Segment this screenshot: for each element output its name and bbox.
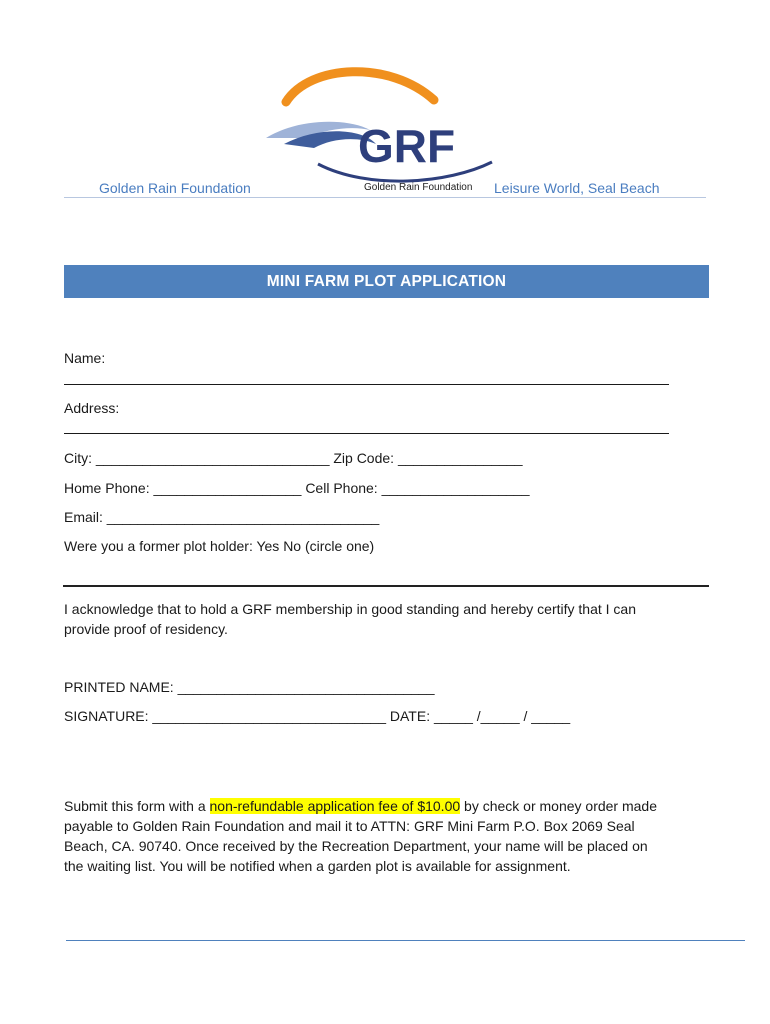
logo-subtitle: Golden Rain Foundation [364, 182, 473, 193]
header-left-text: Golden Rain Foundation [99, 180, 251, 196]
phone-field[interactable]: Home Phone: ___________________ Cell Phone: ___________________ [64, 480, 530, 496]
title-banner [64, 265, 709, 298]
email-field[interactable]: Email: ___________________________________ [64, 509, 380, 525]
instructions-line-2: payable to Golden Rain Foundation and mail it to ATTN: GRF Mini Farm P.O. Box 2069 Seal [64, 818, 635, 834]
grf-logo-graphic [258, 66, 498, 194]
fee-highlight: non-refundable application fee of $10.00 [209, 798, 461, 814]
address-field[interactable] [64, 433, 669, 434]
acknowledgement-line-2: provide proof of residency. [64, 621, 228, 637]
instructions-tail: by check or money order made [460, 798, 658, 814]
page-title: MINI FARM PLOT APPLICATION [266, 272, 507, 290]
logo-text: GRF [358, 120, 456, 172]
instructions-line-3: Beach, CA. 90740. Once received by the Recreation Department, your name will be placed on [64, 838, 648, 854]
instructions-line-1 [64, 796, 714, 816]
acknowledgement-text [64, 599, 714, 639]
name-label: Name: [64, 350, 106, 366]
grf-logo [258, 66, 498, 194]
section-divider [63, 585, 709, 587]
acknowledgement-line-1: I acknowledge that to hold a GRF membership in good standing and hereby certify that I can [64, 601, 636, 617]
instructions-lead: Submit this form with a [64, 798, 210, 814]
header-divider [64, 197, 706, 198]
footer-divider [66, 940, 745, 941]
instructions-line-4: the waiting list. You will be notified when a garden plot is available for assignment. [64, 858, 571, 874]
printed-name-field[interactable]: PRINTED NAME: _________________________________ [64, 679, 435, 695]
submission-instructions [64, 796, 714, 876]
signature-date-field[interactable]: SIGNATURE: ______________________________ DATE: _____ /_____ / _____ [64, 708, 571, 724]
header-right-text: Leisure World, Seal Beach [494, 180, 660, 196]
city-zip-field[interactable]: City: ______________________________ Zip Code: ________________ [64, 450, 523, 466]
name-field[interactable] [64, 384, 669, 385]
address-label: Address: [64, 400, 120, 416]
former-holder-question[interactable]: Were you a former plot holder: Yes No (circle one) [64, 538, 375, 554]
